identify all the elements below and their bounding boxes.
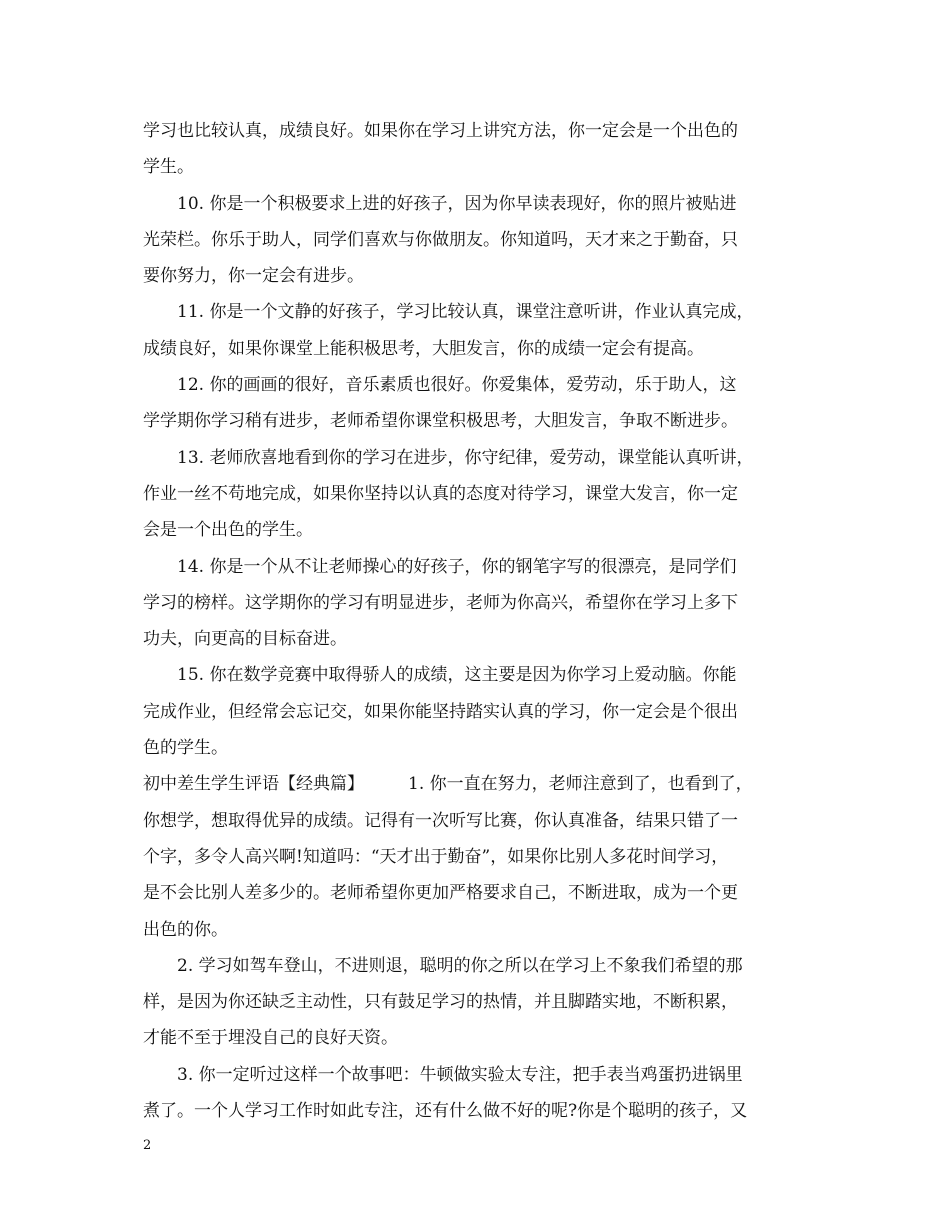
paragraph-1-start: 1. 你一直在努力，老师注意到了，也看到了， xyxy=(408,774,753,795)
paragraph-15-start: 15. 你在数学竞赛中取得骄人的成绩，这主要是因为你学习上爱动脑。你能 xyxy=(177,665,737,686)
paragraph-14-start: 14. 你是一个从不让老师操心的好孩子，你的钢笔字写的很漂亮，是同学们 xyxy=(177,556,737,577)
text-line: 学习的榜样。这学期你的学习有明显进步，老师为你高兴，希望你在学习上多下 xyxy=(143,592,738,613)
paragraph-10-start: 10. 你是一个积极要求上进的好孩子，因为你早读表现好，你的照片被贴进 xyxy=(177,193,737,214)
document-body xyxy=(143,113,810,1129)
text-line: 才能不至于埋没自己的良好天资。 xyxy=(143,1028,398,1049)
text-line: 功夫，向更高的目标奋进。 xyxy=(143,629,347,650)
text-line: 煮了。一个人学习工作时如此专注，还有什么做不好的呢?你是个聪明的孩子，又 xyxy=(143,1101,748,1122)
text-line: 会是一个出色的学生。 xyxy=(143,520,313,541)
section-heading: 初中差生学生评语【经典篇】 xyxy=(143,774,364,795)
paragraph-13-start: 13. 老师欣喜地看到你的学习在进步，你守纪律，爱劳动，课堂能认真听讲， xyxy=(177,447,754,468)
paragraph-2-start: 2. 学习如驾车登山，不进则退，聪明的你之所以在学习上不象我们希望的那 xyxy=(177,955,743,976)
text-line: 学生。 xyxy=(143,157,194,178)
text-line: 样，是因为你还缺乏主动性，只有鼓足学习的热情，并且脚踏实地，不断积累， xyxy=(143,992,738,1013)
paragraph-12-start: 12. 你的画画的很好，音乐素质也很好。你爱集体，爱劳动，乐于助人，这 xyxy=(177,375,737,396)
text-line: 学学期你学习稍有进步，老师希望你课堂积极思考，大胆发言，争取不断进步。 xyxy=(143,411,738,432)
section-heading-line xyxy=(143,766,810,802)
text-line: 出色的你。 xyxy=(143,919,228,940)
text-line: 完成作业，但经常会忘记交，如果你能坚持踏实认真的学习，你一定会是个很出 xyxy=(143,701,738,722)
page-number: 2 xyxy=(143,1138,152,1153)
text-line: 要你努力，你一定会有进步。 xyxy=(143,266,364,287)
text-line: 作业一丝不苟地完成，如果你坚持以认真的态度对待学习，课堂大发言，你一定 xyxy=(143,483,738,504)
text-line: 光荣栏。你乐于助人，同学们喜欢与你做朋友。你知道吗，天才来之于勤奋，只 xyxy=(143,229,738,250)
text-line: 你想学，想取得优异的成绩。记得有一次听写比赛，你认真准备，结果只错了一 xyxy=(143,810,738,831)
text-line: 成绩良好，如果你课堂上能积极思考，大胆发言，你的成绩一定会有提高。 xyxy=(143,338,704,359)
text-line: 学习也比较认真，成绩良好。如果你在学习上讲究方法，你一定会是一个出色的 xyxy=(143,121,738,141)
paragraph-3-start: 3. 你一定听过这样一个故事吧：牛顿做实验太专注，把手表当鸡蛋扔进锅里 xyxy=(177,1064,743,1085)
paragraph-11-start: 11. 你是一个文静的好孩子，学习比较认真，课堂注意听讲，作业认真完成， xyxy=(177,302,754,323)
text-line: 个字，多令人高兴啊!知道吗：“天才出于勤奋”，如果你比别人多花时间学习， xyxy=(143,846,729,867)
text-line: 是不会比别人差多少的。老师希望你更加严格要求自己，不断进取，成为一个更 xyxy=(143,883,738,904)
text-line: 色的学生。 xyxy=(143,738,228,759)
